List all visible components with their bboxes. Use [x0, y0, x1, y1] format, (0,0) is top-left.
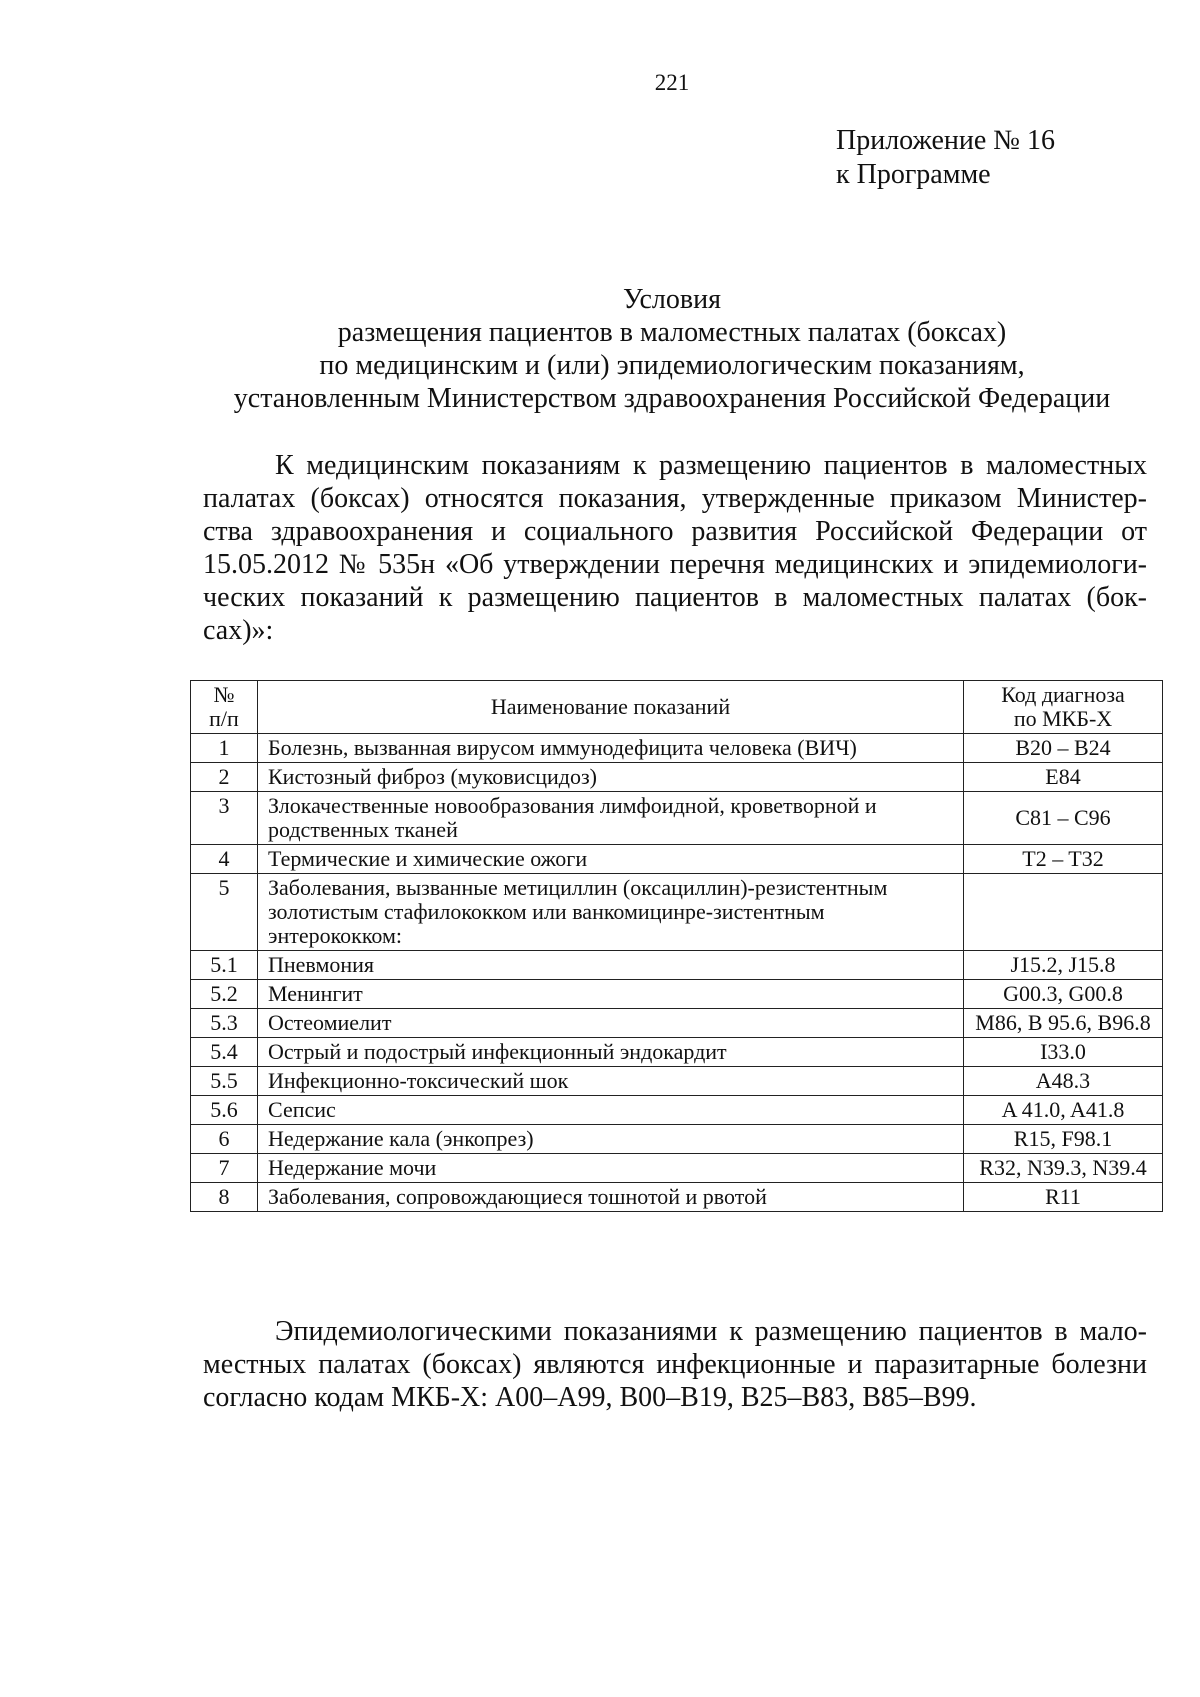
- table-header-row: [191, 681, 1163, 734]
- row-icd-code: I33.0: [964, 1038, 1163, 1067]
- row-indication-name: Недержание кала (энкопрез): [258, 1125, 964, 1154]
- row-icd-code: R15, F98.1: [964, 1125, 1163, 1154]
- row-number: 5.3: [191, 1009, 258, 1038]
- row-number: 5: [191, 874, 258, 951]
- table-row: [191, 845, 1163, 874]
- row-icd-code: R32, N39.3, N39.4: [964, 1154, 1163, 1183]
- row-number: 5.4: [191, 1038, 258, 1067]
- paragraph-line: Эпидемиологическими показаниями к размещению пациентов в мало-: [275, 1316, 1147, 1347]
- row-number: 1: [191, 734, 258, 763]
- table-row: [191, 1038, 1163, 1067]
- row-icd-code: E84: [964, 763, 1163, 792]
- title-line-1: Условия: [623, 284, 721, 315]
- epidemiological-indications-paragraph: [203, 1315, 1147, 1414]
- header-number: [191, 681, 258, 734]
- table-row: [191, 792, 1163, 845]
- table-row: [191, 734, 1163, 763]
- header-name: Наименование показаний: [258, 681, 964, 734]
- table-row: [191, 1067, 1163, 1096]
- indications-table: [190, 680, 1163, 1212]
- row-number: 5.6: [191, 1096, 258, 1125]
- row-indication-name: Менингит: [258, 980, 964, 1009]
- table-row: [191, 951, 1163, 980]
- row-indication-name: Болезнь, вызванная вирусом иммунодефицита человека (ВИЧ): [258, 734, 964, 763]
- table-row: [191, 1154, 1163, 1183]
- paragraph-line: 15.05.2012 № 535н «Об утверждении перечня медицинских и эпидемиологи-: [203, 549, 1147, 580]
- row-number: 5.2: [191, 980, 258, 1009]
- row-icd-code: B20 – B24: [964, 734, 1163, 763]
- appendix-note: [836, 124, 1055, 192]
- row-icd-code: M86, B 95.6, B96.8: [964, 1009, 1163, 1038]
- paragraph-line: местных палатах (боксах) являются инфекционные и паразитарные болезни: [203, 1349, 1147, 1380]
- title-line-4: установленным Министерством здравоохранения Российской Федерации: [233, 383, 1111, 414]
- row-number: 5.1: [191, 951, 258, 980]
- paragraph-line: К медицинским показаниям к размещению пациентов в маломестных: [275, 450, 1147, 481]
- header-number-abbr: п/п: [209, 706, 239, 731]
- row-indication-name: Инфекционно-токсический шок: [258, 1067, 964, 1096]
- table-row: [191, 1183, 1163, 1212]
- row-indication-name: Недержание мочи: [258, 1154, 964, 1183]
- paragraph-line: ческих показаний к размещению пациентов в маломестных палатах (бок-: [203, 582, 1147, 613]
- paragraph-line: ства здравоохранения и социального развития Российской Федерации от: [203, 516, 1147, 547]
- row-number: 3: [191, 792, 258, 845]
- row-indication-name: Остеомиелит: [258, 1009, 964, 1038]
- row-indication-name: Пневмония: [258, 951, 964, 980]
- title-line-2: размещения пациентов в маломестных палатах (боксах): [337, 317, 1007, 348]
- page-number: 221: [654, 70, 690, 95]
- header-code-line-1: Код диагноза: [1001, 682, 1125, 707]
- row-icd-code: T2 – T32: [964, 845, 1163, 874]
- row-indication-name: Злокачественные новообразования лимфоидной, кроветворной и родственных тканей: [258, 792, 964, 845]
- row-icd-code: G00.3, G00.8: [964, 980, 1163, 1009]
- row-indication-name: Термические и химические ожоги: [258, 845, 964, 874]
- table-row: [191, 1125, 1163, 1154]
- appendix-program: к Программе: [836, 159, 991, 190]
- table-row: [191, 763, 1163, 792]
- table-body: [191, 734, 1163, 1212]
- row-icd-code: A48.3: [964, 1067, 1163, 1096]
- table-row: [191, 980, 1163, 1009]
- row-number: 2: [191, 763, 258, 792]
- medical-indications-paragraph: [203, 449, 1147, 647]
- row-icd-code: C81 – C96: [964, 792, 1163, 845]
- row-indication-name: Кистозный фиброз (муковисцидоз): [258, 763, 964, 792]
- paragraph-line: палатах (боксах) относятся показания, утвержденные приказом Министер-: [203, 483, 1147, 514]
- row-number: 7: [191, 1154, 258, 1183]
- row-icd-code: A 41.0, A41.8: [964, 1096, 1163, 1125]
- paragraph-line: согласно кодам МКБ-Х: A00–A99, B00–B19, B25–B83, B85–B99.: [203, 1382, 977, 1413]
- appendix-number: Приложение № 16: [836, 125, 1055, 156]
- title-line-3: по медицинским и (или) эпидемиологическим показаниям,: [319, 350, 1025, 381]
- header-code: [964, 681, 1163, 734]
- row-icd-code: J15.2, J15.8: [964, 951, 1163, 980]
- paragraph-line: сах)»:: [203, 615, 274, 646]
- row-icd-code: R11: [964, 1183, 1163, 1212]
- header-number-symbol: №: [213, 682, 235, 707]
- header-code-line-2: по МКБ-Х: [1013, 706, 1113, 731]
- row-indication-name: Острый и подострый инфекционный эндокардит: [258, 1038, 964, 1067]
- table-row: [191, 1009, 1163, 1038]
- row-indication-name: Сепсис: [258, 1096, 964, 1125]
- table-row: [191, 1096, 1163, 1125]
- row-number: 5.5: [191, 1067, 258, 1096]
- table-row: [191, 874, 1163, 951]
- row-indication-name: Заболевания, вызванные метициллин (оксациллин)-резистентным золотистым стафилококком или ванкомицинре-зистентным энтерококком:: [258, 874, 964, 951]
- row-icd-code: [964, 874, 1163, 951]
- row-number: 4: [191, 845, 258, 874]
- row-indication-name: Заболевания, сопровождающиеся тошнотой и рвотой: [258, 1183, 964, 1212]
- row-number: 8: [191, 1183, 258, 1212]
- document-title: [200, 283, 1144, 415]
- row-number: 6: [191, 1125, 258, 1154]
